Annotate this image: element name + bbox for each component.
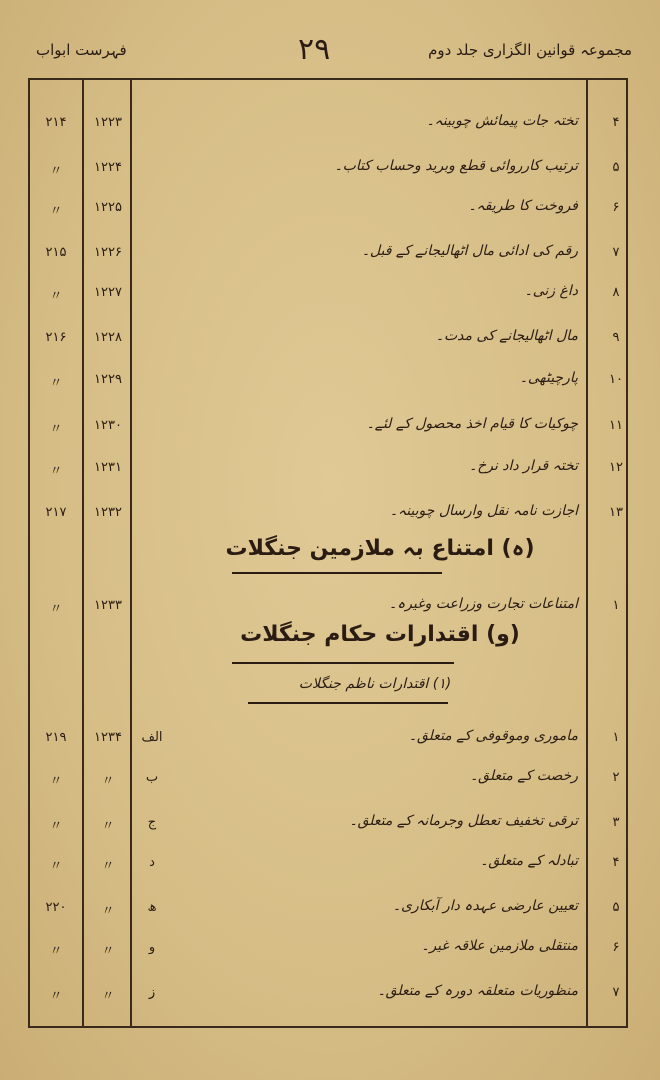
serial-number: ۷ [612,985,620,1000]
top-rule [28,78,628,80]
entry-text: تبادلہ کے متعلق۔ [480,853,578,869]
serial-number: ۵ [612,900,620,915]
column-line [130,80,132,1028]
serial-number: ۸ [612,285,620,300]
heading-underline [232,572,442,574]
page-ref: ۲۲۰ [45,900,67,915]
clause-letter: ج [147,815,157,830]
entry-text: منظوریات متعلقہ دورہ کے متعلق۔ [377,983,578,999]
section-number: ۱۲۳۱ [94,460,122,475]
page-ref: 〃 [49,819,63,834]
entry-text: ترتیب کارروائی قطع وبرید وحساب کتاب۔ [334,158,578,174]
entry-text: مال اٹھالیجانے کی مدت۔ [435,328,578,344]
page-ref: 〃 [49,944,63,959]
heading-underline [248,702,448,704]
clause-letter: د [149,855,155,870]
serial-number: ۶ [612,200,620,215]
section-number: ۱۲۳۳ [94,598,122,613]
page-ref: 〃 [49,422,63,437]
serial-number: ۶ [612,940,620,955]
section-number: ۱۲۲۶ [94,245,122,260]
serial-number: ۴ [612,115,620,130]
clause-letter: ب [145,770,159,785]
page-ref: ۲۱۷ [45,505,67,520]
bottom-rule [28,1026,628,1028]
page-ref: 〃 [49,989,63,1004]
entry-text: داغ زنی۔ [524,283,578,299]
heading-underline [232,662,454,664]
section-number: ۱۲۳۲ [94,505,122,520]
section-number: ۱۲۲۹ [94,372,122,387]
running-title: مجموعہ قوانین الگزاری جلد دوم [428,41,632,59]
section-heading-f: (و) اقتدارات حکام جنگلات [240,622,520,647]
serial-number: ۹ [612,330,620,345]
serial-number: ۱۲ [609,460,623,475]
section-number: ۱۲۲۴ [94,160,122,175]
serial-number: ۴ [612,855,620,870]
section-number: 〃 [101,944,115,959]
page-ref: 〃 [49,376,63,391]
serial-number: ۱۰ [609,372,623,387]
section-number: 〃 [101,904,115,919]
page-ref: 〃 [49,774,63,789]
clause-letter: و [148,940,156,955]
clause-letter: الف [141,730,163,745]
page-ref: ۲۱۴ [45,115,67,130]
serial-number: ۱ [612,598,620,613]
sub-heading: (۱) اقتدارات ناظم جنگلات [298,676,452,692]
section-number: 〃 [101,989,115,1004]
section-number: 〃 [101,859,115,874]
page-ref: 〃 [49,204,63,219]
page-ref: 〃 [49,164,63,179]
entry-text: ماموری وموقوفی کے متعلق۔ [408,728,578,744]
clause-letter: ھ [147,900,157,915]
entry-text: منتقلی ملازمین علاقہ غیر۔ [421,938,578,954]
serial-number: ۱۳ [609,505,623,520]
section-number: ۱۲۲۵ [94,200,122,215]
section-number: ۱۲۲۸ [94,330,122,345]
page-ref: 〃 [49,602,63,617]
entry-text: رخصت کے متعلق۔ [469,768,578,784]
entry-text: ترقی تخفیف تعطل وجرمانہ کے متعلق۔ [349,813,578,829]
entry-text: تعیین عارضی عہدہ دار آبکاری۔ [392,898,578,914]
entry-text: فروخت کا طریقہ۔ [468,198,578,214]
column-line [626,80,628,1028]
entry-text: رقم کی ادائی مال اٹھالیجانے کے قبل۔ [361,243,578,259]
serial-number: ۱ [612,730,620,745]
entry-text: امتناعات تجارت وزراعت وغیرہ۔ [388,596,578,612]
column-line [28,80,30,1028]
section-number: ۱۲۲۷ [94,285,122,300]
section-number: ۱۲۲۳ [94,115,122,130]
entry-text: پارچیٹھی۔ [519,370,578,386]
entry-text: اجازت نامہ نقل وارسال چوبینہ۔ [389,503,578,519]
page-ref: 〃 [49,289,63,304]
serial-number: ۵ [612,160,620,175]
page-ref: ۲۱۶ [45,330,67,345]
column-line [82,80,84,1028]
column-line [586,80,588,1028]
section-title: فہرست ابواب [36,41,127,59]
serial-number: ۲ [612,770,620,785]
page-number: ۲۹ [298,32,331,67]
entry-text: تختہ جات پیمائش چوبینہ۔ [426,113,578,129]
page-ref: ۲۱۵ [45,245,67,260]
entry-text: تختہ قرار داد نرخ۔ [469,458,578,474]
section-number: ۱۲۳۰ [94,418,122,433]
page-ref: ۲۱۹ [45,730,67,745]
serial-number: ۳ [612,815,620,830]
section-number: 〃 [101,819,115,834]
serial-number: ۷ [612,245,620,260]
page-ref: 〃 [49,859,63,874]
serial-number: ۱۱ [609,418,623,433]
clause-letter: ز [148,985,156,1000]
section-number: 〃 [101,774,115,789]
section-heading-e: (ہ) امتناع بہ ملازمین جنگلات [225,536,535,561]
page-ref: 〃 [49,464,63,479]
section-number: ۱۲۳۴ [94,730,122,745]
entry-text: چوکیات کا قیام اخذ محصول کے لئے۔ [366,416,578,432]
